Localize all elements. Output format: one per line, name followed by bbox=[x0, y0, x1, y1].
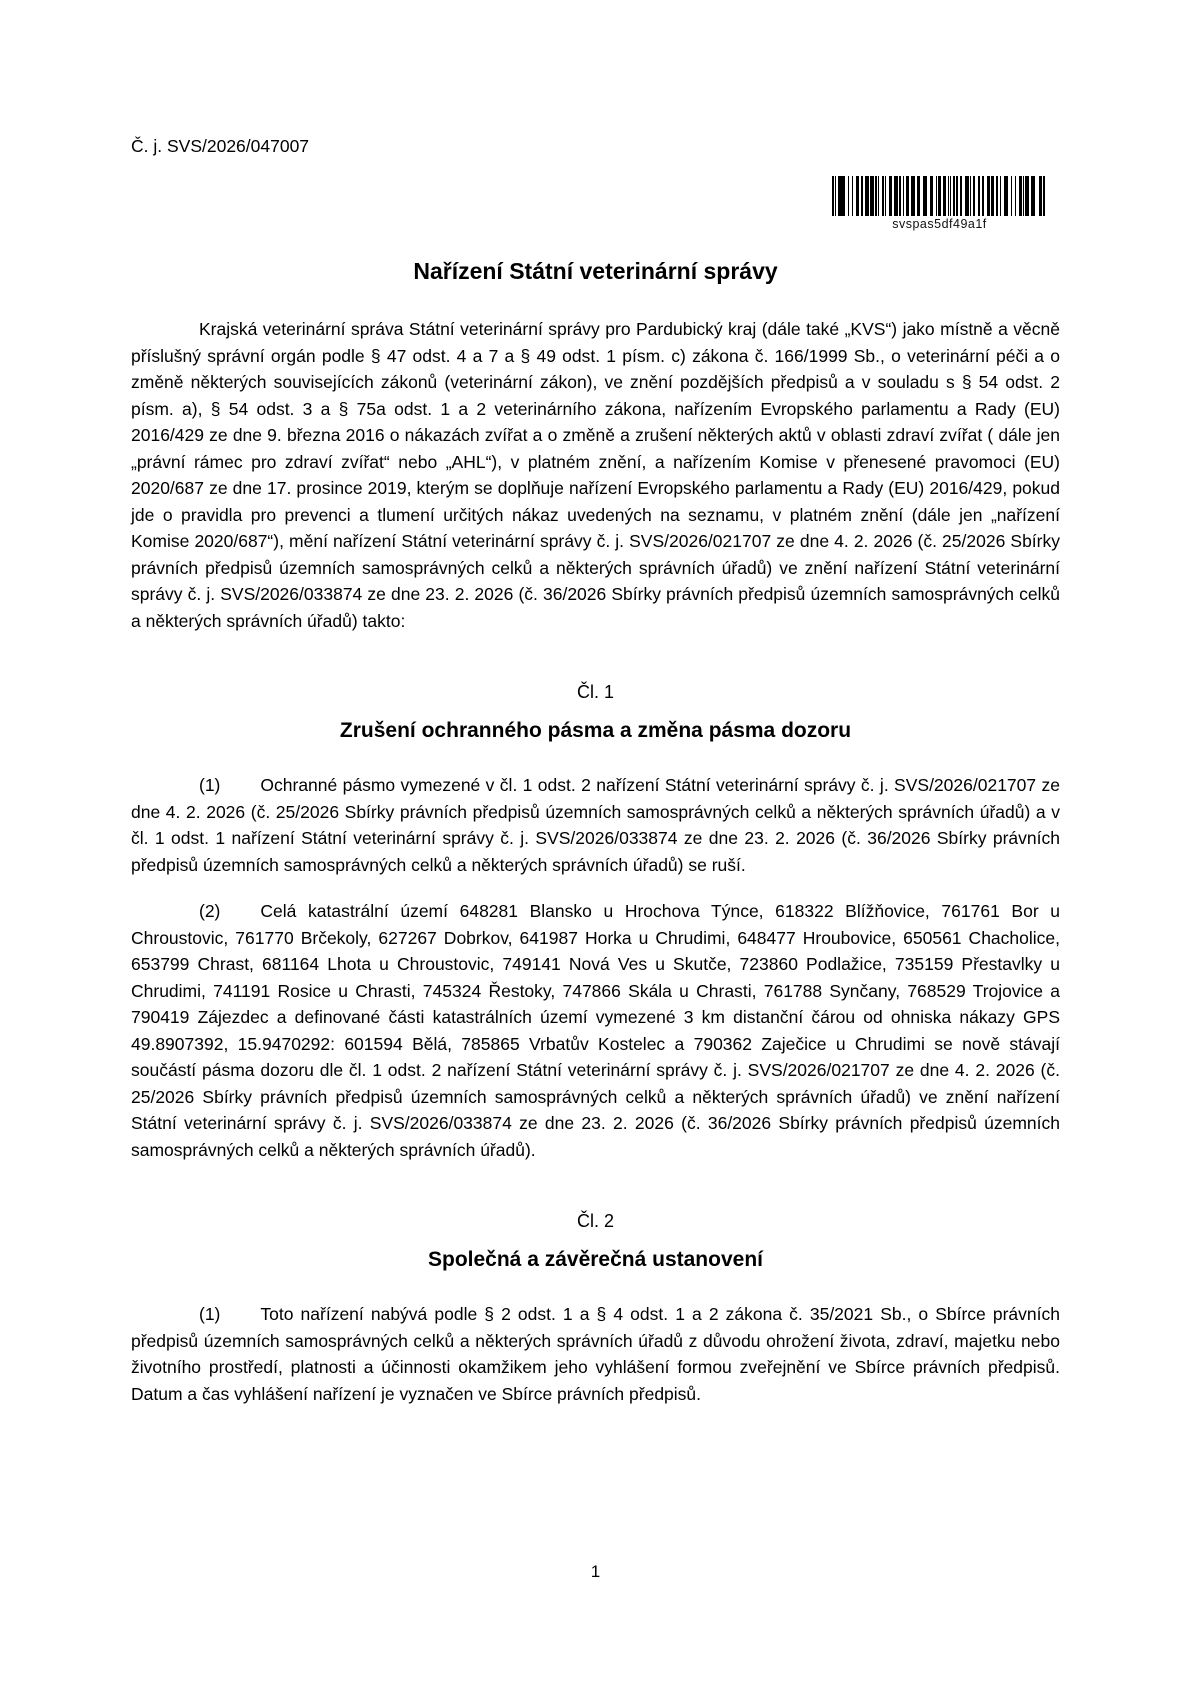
article-2-heading: Společná a závěrečná ustanovení bbox=[428, 1248, 763, 1271]
paragraph-number: (2) bbox=[199, 901, 221, 921]
paragraph-text: Toto nařízení nabývá podle § 2 odst. 1 a § 4 odst. 1 a 2 zákona č. 35/2021 Sb., o Sbírce právních předpisů územních samosprávných celků a některých správních úřadů z důvodu ohrožení života, zdraví, majetku nebo životního prostředí, platnosti a účinnosti okamžikem jeho vyhlášení formou zveřejnění ve Sbírce právních předpisů. Datum a čas vyhlášení nařízení je vyznačen ve Sbírce právních předpisů. bbox=[131, 1304, 1060, 1404]
intro-paragraph: Krajská veterinární správa Státní veterinární správy pro Pardubický kraj (dále také „KVS“) jako místně a věcně příslušný správní orgán podle § 47 odst. 4 a 7 a § 49 odst. 1 písm. c) zákona č. 166/1999 Sb., o veterinární péči a o změně některých souvisejících zákonů (veterinární zákon), ve znění pozdějších předpisů a v souladu s § 54 odst. 2 písm. a), § 54 odst. 3 a § 75a odst. 1 a 2 veterinárního zákona, nařízením Evropského parlamentu a Rady (EU) 2016/429 ze dne 9. března 2016 o nákazách zvířat a o změně a zrušení některých aktů v oblasti zdraví zvířat ( dále jen „právní rámec pro zdraví zvířat“ nebo „AHL“), v platném znění, a nařízením Komise v přenesené pravomoci (EU) 2020/687 ze dne 17. prosince 2019, kterým se doplňuje nařízení Evropského parlamentu a Rady (EU) 2016/429, pokud jde o pravidla pro prevenci a tlumení určitých nákaz uvedených na seznamu, v platném znění (dále jen „nařízení Komise 2020/687“), mění nařízení Státní veterinární správy č. j. SVS/2026/021707 ze dne 4. 2. 2026 (č. 25/2026 Sbírky právních předpisů územních samosprávných celků a některých správních úřadů) ve znění nařízení Státní veterinární správy č. j. SVS/2026/033874 ze dne 23. 2. 2026 (č. 36/2026 Sbírky právních předpisů územních samosprávných celků a některých správních úřadů) takto: bbox=[131, 319, 1060, 631]
barcode-image bbox=[832, 176, 1047, 216]
paragraph-number: (1) bbox=[199, 1304, 221, 1324]
paragraph-text: Celá katastrální území 648281 Blansko u Hrochova Týnce, 618322 Blížňovice, 761761 Bor u Chroustovic, 761770 Brčekoly, 627267 Dobrkov, 641987 Horka u Chrudimi, 648477 Hroubovice, 650561 Chacholice, 653799 Chrast, 681164 Lhota u Chroustovic, 749141 Nová Ves u Skutče, 723860 Podlažice, 735159 Přestavlky u Chrudimi, 741191 Rosice u Chrasti, 745324 Řestoky, 747866 Skála u Chrasti, 761788 Synčany, 768529 Trojovice a 790419 Zájezdec a definované části katastrálních území vymezené 3 km distanční čárou od ohniska nákazy GPS 49.8907392, 15.9470292: 601594 Bělá, 785865 Vrbatův Kostelec a 790362 Zaječice u Chrudimi se nově stávají součástí pásma dozoru dle čl. 1 odst. 2 nařízení Státní veterinární správy č. j. SVS/2026/021707 ze dne 4. 2. 2026 (č. 25/2026 Sbírky právních předpisů územních samosprávných celků a některých správních úřadů) ve znění nařízení Státní veterinární správy č. j. SVS/2026/033874 ze dne 23. 2. 2026 (č. 36/2026 Sbírky právních předpisů územních samosprávných celků a některých správních úřadů). bbox=[131, 901, 1060, 1160]
article-1-number: Čl. 1 bbox=[576, 682, 614, 702]
article-1-paragraph-2 bbox=[131, 898, 1060, 1163]
article-1-heading: Zrušení ochranného pásma a změna pásma dozoru bbox=[339, 719, 852, 742]
article-2-paragraph-1 bbox=[131, 1301, 1060, 1407]
article-1-paragraph-1 bbox=[131, 772, 1060, 878]
paragraph-number: (1) bbox=[199, 775, 221, 795]
reference-number: Č. j. SVS/2026/047007 bbox=[131, 136, 310, 156]
barcode-caption: svspas5df49a1f bbox=[892, 217, 987, 231]
barcode bbox=[832, 176, 1047, 232]
article-2-number: Čl. 2 bbox=[576, 1211, 614, 1231]
paragraph-text: Ochranné pásmo vymezené v čl. 1 odst. 2 nařízení Státní veterinární správy č. j. SVS/2026/021707 ze dne 4. 2. 2026 (č. 25/2026 Sbírky právních předpisů územních samosprávných celků a některých správních úřadů) a v čl. 1 odst. 1 nařízení Státní veterinární správy č. j. SVS/2026/033874 ze dne 23. 2. 2026 (č. 36/2026 Sbírky právních předpisů územních samosprávných celků a některých správních úřadů) se ruší. bbox=[131, 775, 1060, 875]
document-title: Nařízení Státní veterinární správy bbox=[413, 258, 778, 284]
page-number: 1 bbox=[590, 1562, 601, 1581]
